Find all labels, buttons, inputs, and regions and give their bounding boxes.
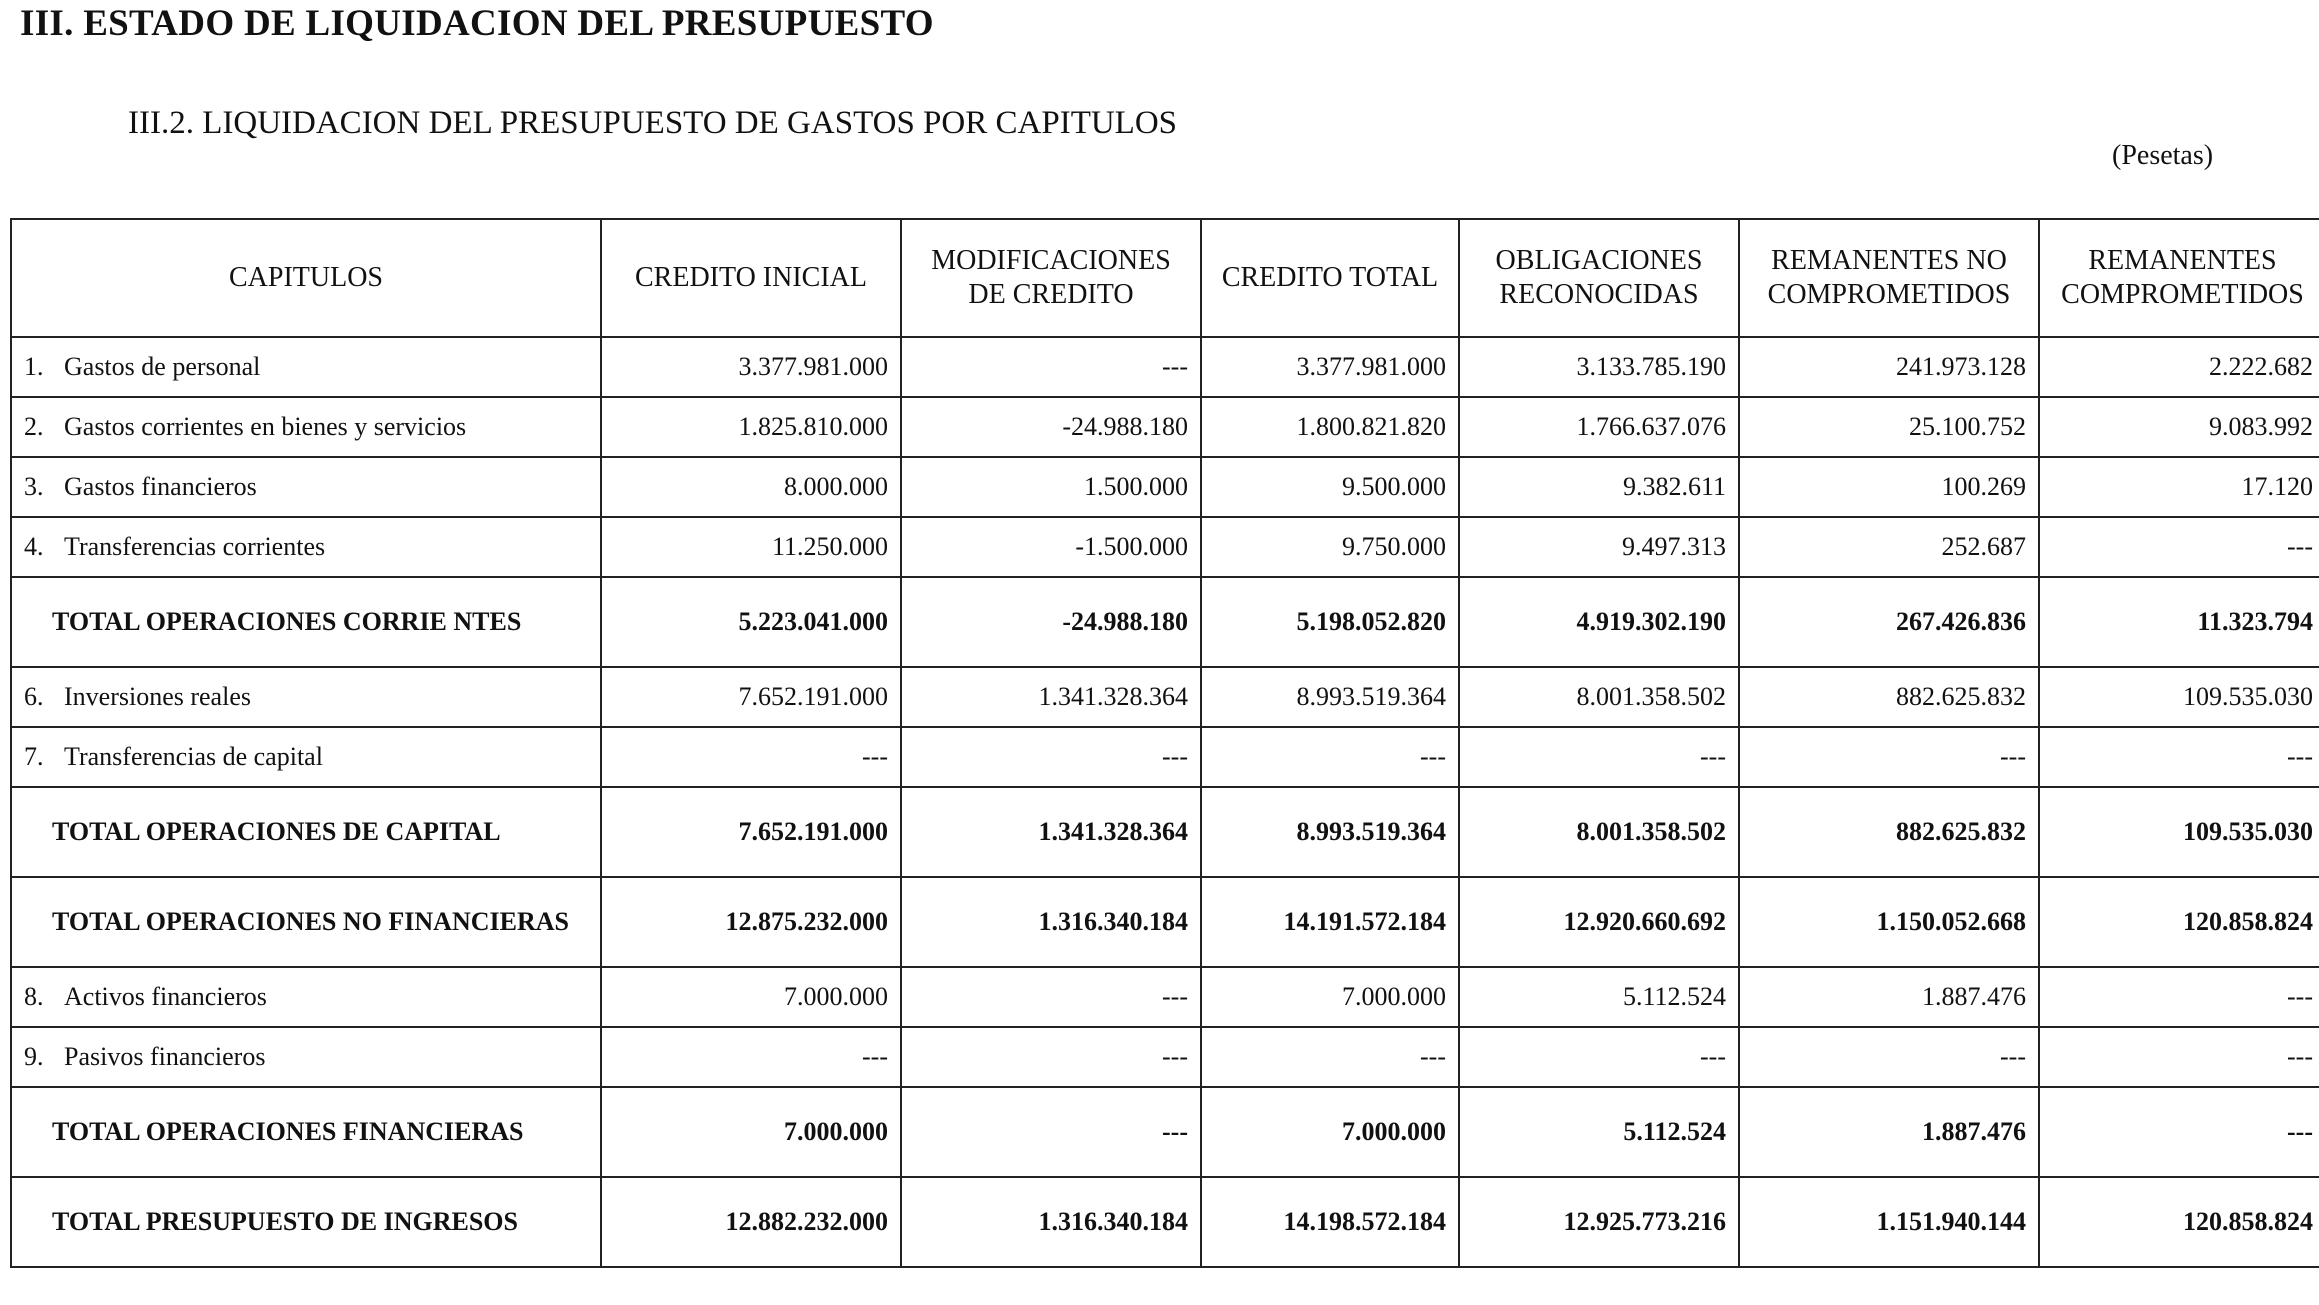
total-value-cell: 120.858.824 <box>2039 877 2319 967</box>
row-label-cell <box>11 517 601 577</box>
value-cell: 882.625.832 <box>1739 667 2039 727</box>
value-cell: 1.766.637.076 <box>1459 397 1739 457</box>
total-value-cell: 12.925.773.216 <box>1459 1177 1739 1267</box>
value-cell: 3.377.981.000 <box>601 337 901 397</box>
chapter-number: 3. <box>24 472 44 501</box>
total-value-cell: 1.316.340.184 <box>901 877 1201 967</box>
value-cell: 241.973.128 <box>1739 337 2039 397</box>
total-value-cell: 12.920.660.692 <box>1459 877 1739 967</box>
table-row <box>11 457 2319 517</box>
value-cell: --- <box>1201 1027 1459 1087</box>
value-cell: 8.993.519.364 <box>1201 667 1459 727</box>
total-value-cell: 882.625.832 <box>1739 787 2039 877</box>
total-row <box>11 877 2319 967</box>
chapter-number: 9. <box>24 1042 44 1071</box>
value-cell: 1.500.000 <box>901 457 1201 517</box>
value-cell: 8.001.358.502 <box>1459 667 1739 727</box>
value-cell: --- <box>1201 727 1459 787</box>
row-label-cell <box>11 967 601 1027</box>
value-cell: 1.800.821.820 <box>1201 397 1459 457</box>
header-modificaciones: MODIFICACIONES DE CREDITO <box>901 219 1201 337</box>
value-cell: 9.500.000 <box>1201 457 1459 517</box>
value-cell: 7.000.000 <box>601 967 901 1027</box>
value-cell: --- <box>601 727 901 787</box>
total-value-cell: 1.150.052.668 <box>1739 877 2039 967</box>
row-label-cell <box>11 727 601 787</box>
chapter-label: Pasivos financieros <box>64 1042 266 1071</box>
value-cell: 11.250.000 <box>601 517 901 577</box>
chapter-number: 7. <box>24 742 44 771</box>
total-value-cell: 11.323.794 <box>2039 577 2319 667</box>
value-cell: --- <box>901 1027 1201 1087</box>
value-cell: --- <box>1459 1027 1739 1087</box>
total-value-cell: 267.426.836 <box>1739 577 2039 667</box>
chapter-label: Inversiones reales <box>64 682 251 711</box>
value-cell: --- <box>2039 1027 2319 1087</box>
total-value-cell: 7.000.000 <box>601 1087 901 1177</box>
total-value-cell: 12.875.232.000 <box>601 877 901 967</box>
total-value-cell: 5.223.041.000 <box>601 577 901 667</box>
table-row <box>11 667 2319 727</box>
chapter-label: Gastos de personal <box>64 352 261 381</box>
value-cell: -1.500.000 <box>901 517 1201 577</box>
total-label: TOTAL OPERACIONES CORRIE NTES <box>11 577 601 667</box>
value-cell: 9.750.000 <box>1201 517 1459 577</box>
currency-units: (Pesetas) <box>2112 140 2214 171</box>
total-row <box>11 577 2319 667</box>
value-cell: 100.269 <box>1739 457 2039 517</box>
total-value-cell: 5.198.052.820 <box>1201 577 1459 667</box>
value-cell: 1.825.810.000 <box>601 397 901 457</box>
header-remanentes-no-comprometidos: REMANENTES NO COMPROMETIDOS <box>1739 219 2039 337</box>
total-value-cell: 14.198.572.184 <box>1201 1177 1459 1267</box>
value-cell: --- <box>2039 967 2319 1027</box>
total-value-cell: --- <box>901 1087 1201 1177</box>
chapter-label: Activos financieros <box>64 982 267 1011</box>
total-value-cell: 1.316.340.184 <box>901 1177 1201 1267</box>
value-cell: 2.222.682 <box>2039 337 2319 397</box>
total-value-cell: 8.993.519.364 <box>1201 787 1459 877</box>
row-label-cell <box>11 1027 601 1087</box>
value-cell: --- <box>1739 727 2039 787</box>
total-value-cell: 109.535.030 <box>2039 787 2319 877</box>
header-capitulos: CAPITULOS <box>11 219 601 337</box>
value-cell: -24.988.180 <box>901 397 1201 457</box>
total-value-cell: 8.001.358.502 <box>1459 787 1739 877</box>
header-obligaciones: OBLIGACIONES RECONOCIDAS <box>1459 219 1739 337</box>
row-label-cell <box>11 457 601 517</box>
total-value-cell: 12.882.232.000 <box>601 1177 901 1267</box>
value-cell: 9.083.992 <box>2039 397 2319 457</box>
total-value-cell: 7.652.191.000 <box>601 787 901 877</box>
value-cell: 9.382.611 <box>1459 457 1739 517</box>
value-cell: 3.133.785.190 <box>1459 337 1739 397</box>
value-cell: 9.497.313 <box>1459 517 1739 577</box>
section-subtitle: III.2. LIQUIDACION DEL PRESUPUESTO DE GASTOS POR CAPITULOS <box>128 105 1178 141</box>
chapter-number: 1. <box>24 352 44 381</box>
value-cell: 7.000.000 <box>1201 967 1459 1027</box>
chapter-label: Gastos corrientes en bienes y servicios <box>64 412 467 441</box>
total-value-cell: 1.341.328.364 <box>901 787 1201 877</box>
document-title: III. ESTADO DE LIQUIDACION DEL PRESUPUESTO <box>20 3 934 44</box>
value-cell: --- <box>901 727 1201 787</box>
value-cell: 17.120 <box>2039 457 2319 517</box>
table-row <box>11 727 2319 787</box>
header-credito-total: CREDITO TOTAL <box>1201 219 1459 337</box>
total-row <box>11 787 2319 877</box>
table-row <box>11 517 2319 577</box>
value-cell: --- <box>2039 727 2319 787</box>
value-cell: --- <box>601 1027 901 1087</box>
total-value-cell: 4.919.302.190 <box>1459 577 1739 667</box>
value-cell: 7.652.191.000 <box>601 667 901 727</box>
value-cell: 1.887.476 <box>1739 967 2039 1027</box>
total-value-cell: 5.112.524 <box>1459 1087 1739 1177</box>
total-row <box>11 1177 2319 1267</box>
total-value-cell: --- <box>2039 1087 2319 1177</box>
value-cell: 3.377.981.000 <box>1201 337 1459 397</box>
value-cell: --- <box>901 337 1201 397</box>
total-row <box>11 1087 2319 1177</box>
row-label-cell <box>11 397 601 457</box>
value-cell: 25.100.752 <box>1739 397 2039 457</box>
row-label-cell <box>11 337 601 397</box>
chapter-label: Transferencias corrientes <box>64 532 326 561</box>
chapter-number: 2. <box>24 412 44 441</box>
table-row <box>11 967 2319 1027</box>
value-cell: 8.000.000 <box>601 457 901 517</box>
total-value-cell: 120.858.824 <box>2039 1177 2319 1267</box>
total-label: TOTAL OPERACIONES NO FINANCIERAS <box>11 877 601 967</box>
total-value-cell: 1.887.476 <box>1739 1087 2039 1177</box>
table-header-row <box>11 219 2319 337</box>
header-credito-inicial: CREDITO INICIAL <box>601 219 901 337</box>
row-label-cell <box>11 667 601 727</box>
value-cell: 5.112.524 <box>1459 967 1739 1027</box>
total-value-cell: -24.988.180 <box>901 577 1201 667</box>
table-row <box>11 397 2319 457</box>
value-cell: 252.687 <box>1739 517 2039 577</box>
total-label: TOTAL OPERACIONES FINANCIERAS <box>11 1087 601 1177</box>
budget-table <box>10 218 2319 1268</box>
value-cell: 1.341.328.364 <box>901 667 1201 727</box>
total-label: TOTAL OPERACIONES DE CAPITAL <box>11 787 601 877</box>
value-cell: --- <box>901 967 1201 1027</box>
chapter-label: Transferencias de capital <box>64 742 323 771</box>
value-cell: --- <box>1459 727 1739 787</box>
value-cell: --- <box>1739 1027 2039 1087</box>
total-value-cell: 14.191.572.184 <box>1201 877 1459 967</box>
table-row <box>11 1027 2319 1087</box>
header-remanentes-comprometidos: REMANENTES COMPROMETIDOS <box>2039 219 2319 337</box>
table-row <box>11 337 2319 397</box>
total-label: TOTAL PRESUPUESTO DE INGRESOS <box>11 1177 601 1267</box>
value-cell: --- <box>2039 517 2319 577</box>
chapter-label: Gastos financieros <box>64 472 257 501</box>
total-value-cell: 1.151.940.144 <box>1739 1177 2039 1267</box>
chapter-number: 8. <box>24 982 44 1011</box>
chapter-number: 6. <box>24 682 44 711</box>
total-value-cell: 7.000.000 <box>1201 1087 1459 1177</box>
value-cell: 109.535.030 <box>2039 667 2319 727</box>
chapter-number: 4. <box>24 532 44 561</box>
